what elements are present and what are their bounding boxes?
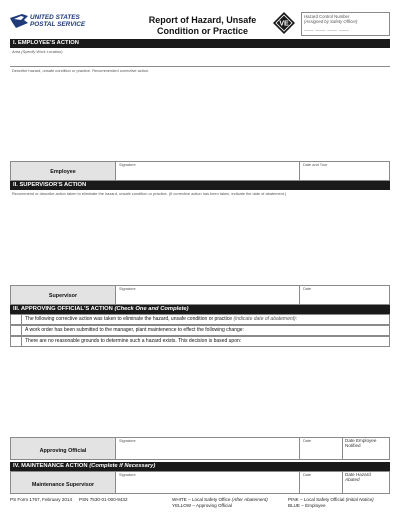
section-maintenance-action-header [10, 462, 390, 471]
blue-copy-label: BLUE – Employee [288, 503, 326, 508]
approving-date-label: Date [303, 438, 312, 443]
approving-signature-label: Signature [119, 438, 136, 443]
maintenance-date-label: Date [303, 472, 312, 477]
copy-pink [288, 497, 374, 502]
employee-signature-label: Signature [119, 162, 136, 167]
abated-label-line1: Date Hazard [345, 472, 371, 477]
area-input[interactable] [10, 49, 390, 65]
section1-title: I. EMPLOYEE'S ACTION [13, 40, 79, 46]
svg-text:VE: VE [279, 20, 289, 28]
approving-role-label: Approving Official [39, 448, 87, 454]
option3-label: There are no reasonable grounds to determine such a hazard exists. This decision is based upon: [25, 338, 242, 344]
abated-label-line2: Abated [345, 477, 360, 482]
control-number-label: Hazard Control Number [304, 14, 350, 19]
option-no-hazard-checkbox[interactable] [10, 336, 22, 347]
form-title [140, 15, 265, 37]
area-label: Area (Specify Work Location) [12, 49, 63, 54]
supervisor-signature-label: Signature [119, 286, 136, 291]
option1-label: The following corrective action was taken to eliminate the hazard, unsafe condition or practice [25, 316, 233, 322]
form-psn: PSN 7530-01-000-9432 [79, 497, 128, 502]
approving-date-field[interactable] [300, 437, 343, 460]
usps-logo [10, 13, 90, 31]
describe-hazard-textarea[interactable] [10, 67, 390, 161]
employee-notified-date-field[interactable] [343, 437, 390, 460]
employee-role-cell [10, 161, 116, 181]
yellow-copy-label: YELLOW – Approving Official [172, 503, 232, 508]
section-supervisor-action-header [10, 181, 390, 190]
form-footer [10, 497, 390, 511]
approving-signature-field[interactable] [116, 437, 300, 460]
supervisor-date-label: Date [303, 286, 312, 291]
section-approving-official-header [10, 305, 390, 314]
ve-badge-icon [272, 11, 296, 35]
control-number-dashes: ___ ___ ___ ___ [304, 26, 350, 32]
form-number: PS Form 1767, February 2014 [10, 497, 73, 502]
supervisor-date-field[interactable] [300, 285, 390, 305]
option-corrective-checkbox[interactable] [10, 314, 22, 325]
option1-sub: (indicate date of abatement): [233, 316, 298, 322]
supervisor-role-cell [10, 285, 116, 305]
maintenance-signature-field[interactable] [116, 471, 300, 494]
supervisor-instructions: Recommend or describe action taken to eliminate the hazard, unsafe condition or practice. (If corrective action has been taken, indicate the date of abatement.) [12, 191, 287, 196]
pink-copy-label: PINK – Local Safety Official [288, 497, 345, 502]
pink-copy-note: (Initial Notice) [345, 497, 374, 502]
section-employee-action-header [10, 39, 390, 48]
employee-signature-field[interactable] [116, 161, 300, 181]
notified-label-line1: Date Employee [345, 438, 377, 443]
date-tour-label: Date and Tour [303, 162, 328, 167]
supervisor-signature-field[interactable] [116, 285, 300, 305]
notified-label-line2: Notified [345, 443, 361, 448]
logo-line1: UNITED STATES [30, 14, 80, 21]
employee-role-label: Employee [50, 169, 76, 175]
maintenance-date-field[interactable] [300, 471, 343, 494]
section2-title: II. SUPERVISOR'S ACTION [13, 182, 87, 188]
option-work-order-checkbox[interactable] [10, 325, 22, 336]
white-copy-label: WHITE – Local Safety Office [172, 497, 231, 502]
option2-label: A work order has been submitted to the manager, plant maintenence to effect the following change: [25, 327, 244, 333]
supervisor-action-textarea[interactable] [10, 190, 390, 285]
eagle-icon [10, 14, 28, 28]
hazard-abated-date-field[interactable] [343, 471, 390, 494]
title-line1: Report of Hazard, Unsafe [148, 15, 257, 25]
maintenance-role-label: Maintenance Supervisor [31, 482, 95, 488]
section4-title-sub: (Complete if Necessary) [89, 463, 156, 469]
approving-official-textarea[interactable] [10, 347, 390, 437]
approving-role-cell [10, 437, 116, 460]
describe-label: Describe hazard, unsafe condition or practice. Recommended corrective action. [12, 68, 150, 73]
maintenance-signature-label: Signature [119, 472, 136, 477]
control-number-sub: (Assigned by Safety Officer) [304, 19, 358, 24]
section3-title-sub: (Check One and Complete) [114, 306, 189, 312]
section4-title: IV. MAINTENANCE ACTION [13, 463, 88, 469]
option-corrective-text [25, 316, 297, 322]
supervisor-role-label: Supervisor [48, 293, 78, 299]
employee-date-tour-field[interactable] [300, 161, 390, 181]
white-copy-note: (After Abatement) [231, 497, 268, 502]
maintenance-role-cell [10, 471, 116, 494]
copy-white [172, 497, 268, 502]
logo-line2: POSTAL SERVICE [30, 21, 86, 28]
section3-title: III. APPROVING OFFICIAL'S ACTION [13, 306, 113, 312]
hazard-control-number-box[interactable] [301, 12, 390, 36]
title-line2: Condition or Practice [156, 26, 248, 36]
